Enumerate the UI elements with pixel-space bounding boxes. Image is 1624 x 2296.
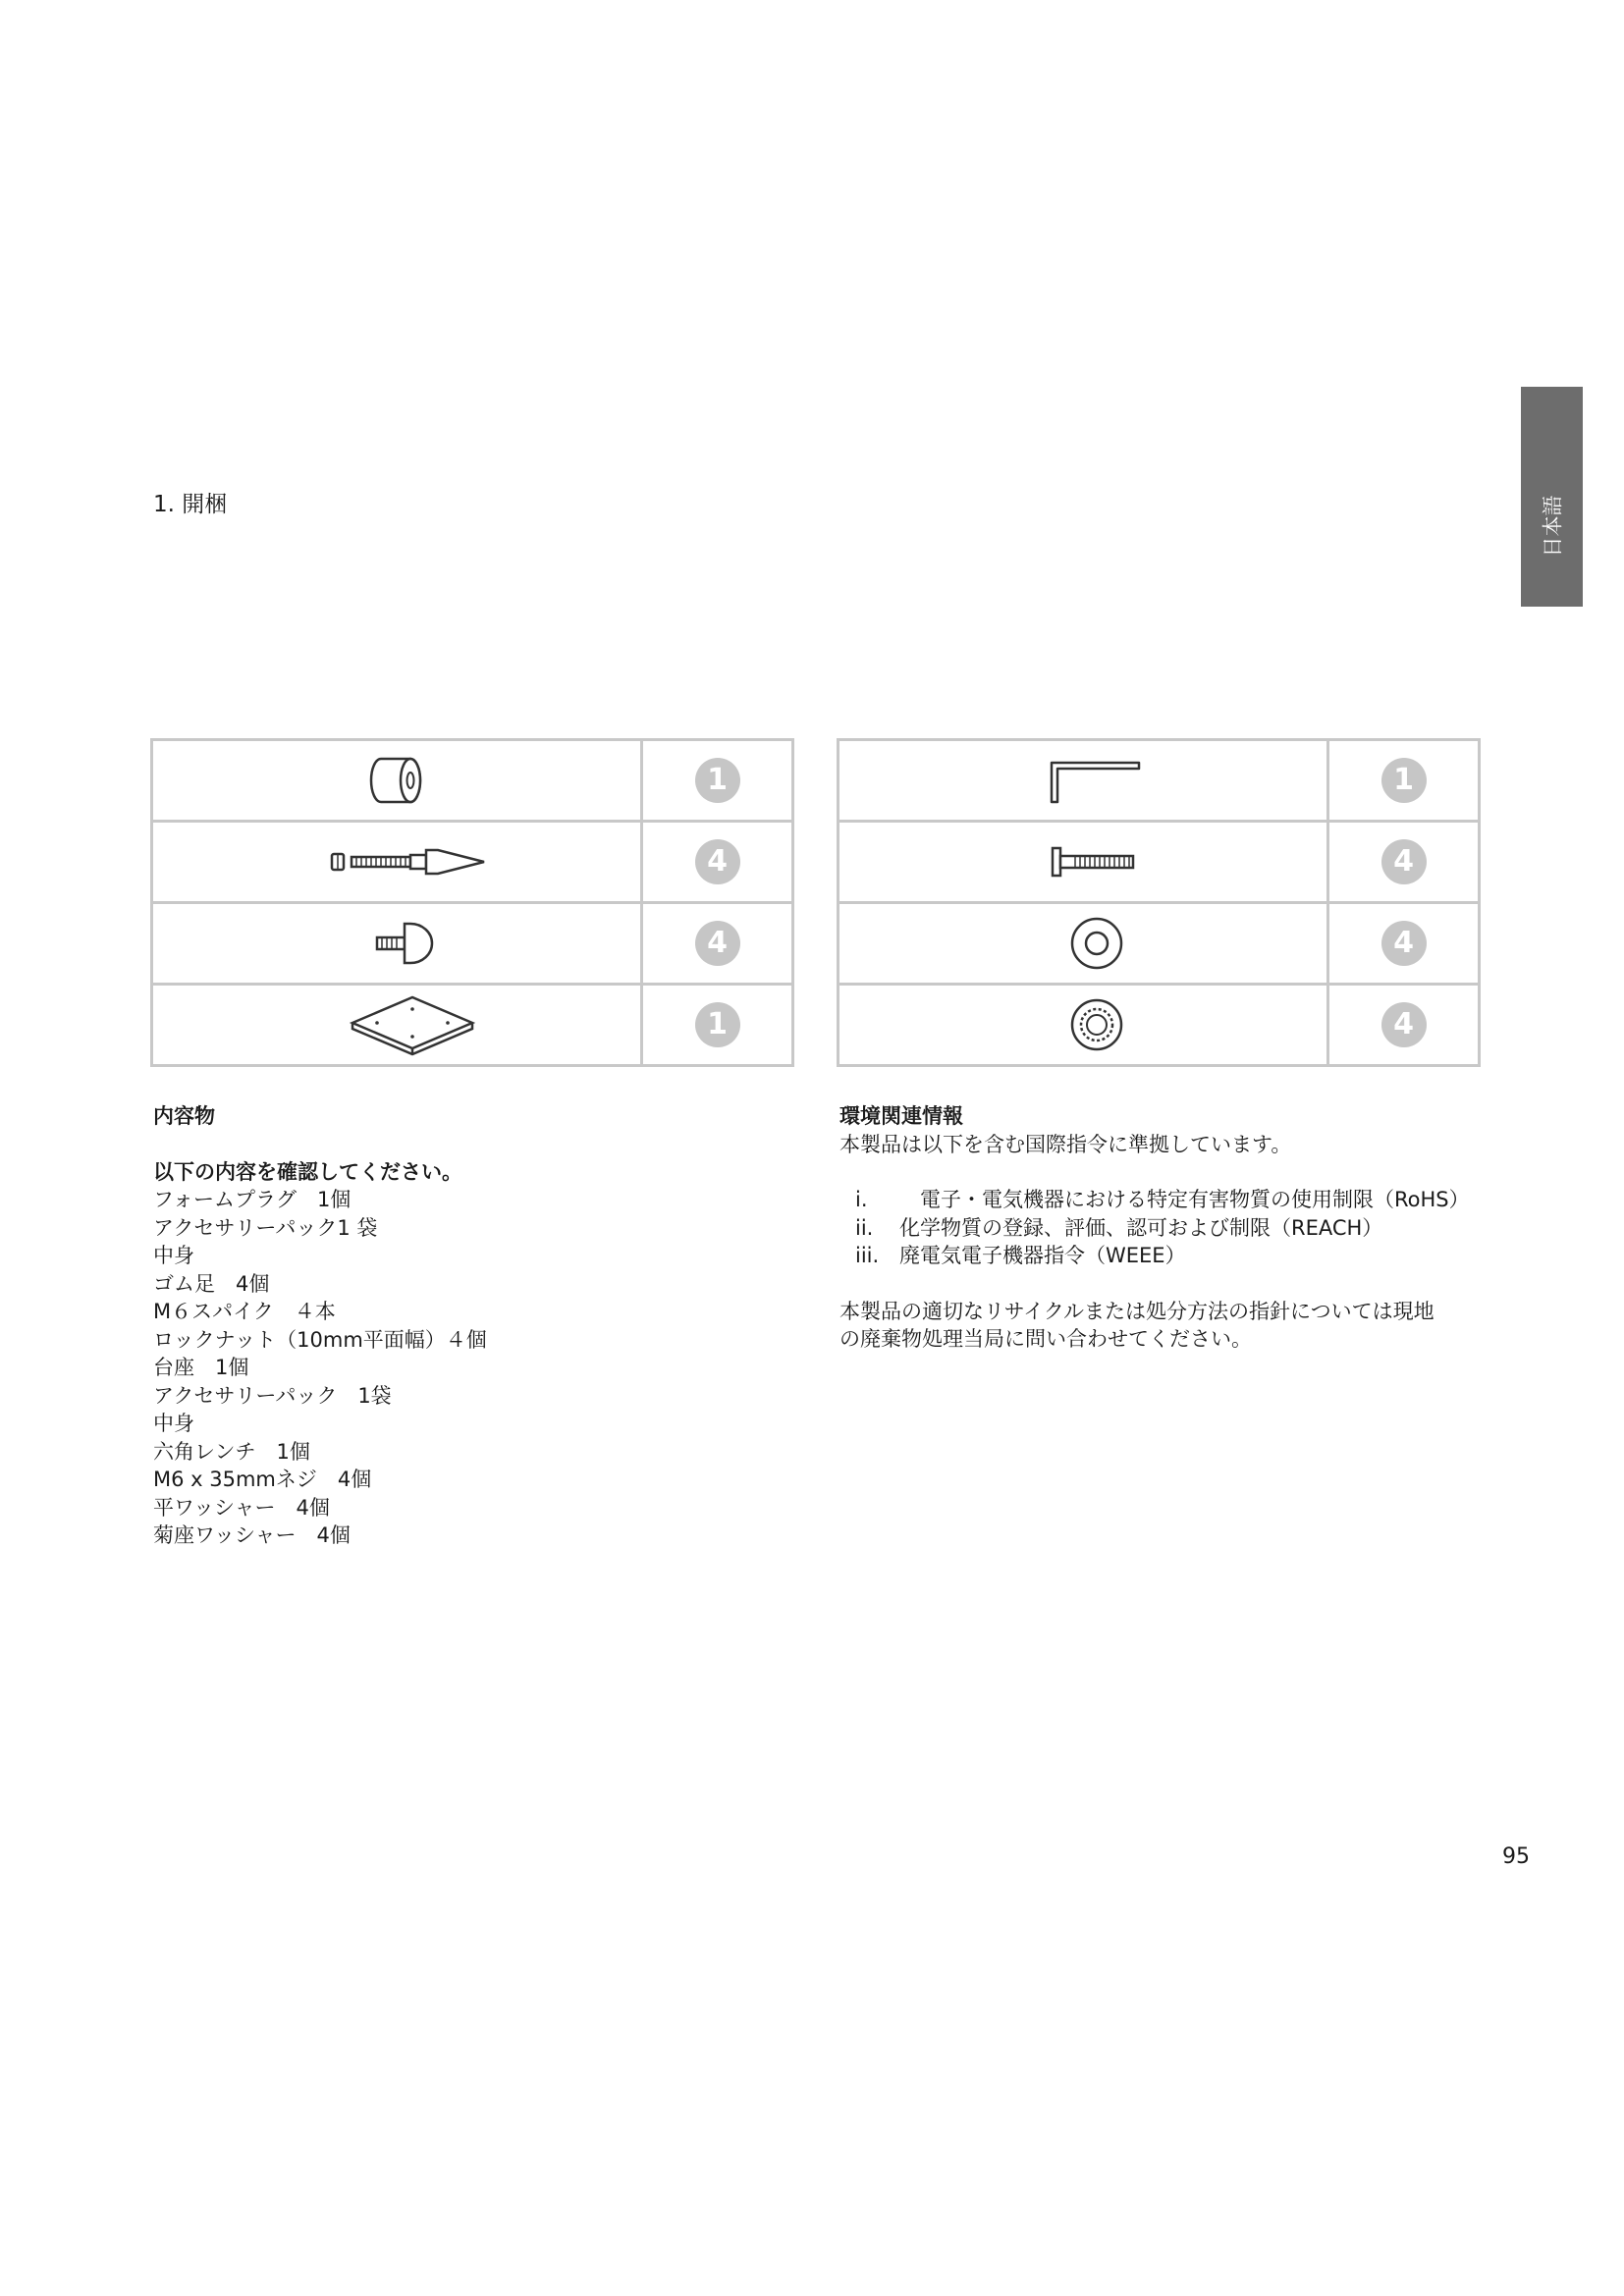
page-number: 95 [1502,1844,1530,1869]
screw-icon [839,823,1326,901]
environment-intro: 本製品は以下を含む国際指令に準拠しています。 [839,1132,1292,1156]
directive-item [839,1242,1470,1270]
language-tab-label: 日本語 [1541,495,1565,558]
parts-row [153,986,791,1067]
parts-table-left [150,738,794,1067]
list-item: フォームプラグ 1個 [153,1188,352,1211]
list-item: アクセサリーパック 1袋 [153,1383,392,1408]
directive-text: 化学物質の登録、評価、認可および制限（REACH） [899,1215,1383,1240]
environment-title: 環境関連情報 [839,1104,963,1128]
quantity-badge: 4 [1381,1002,1427,1047]
directive-item [839,1186,1470,1214]
quantity-badge: 4 [1381,921,1427,966]
foam-plug-icon [153,741,640,820]
directive-number: iii. [855,1244,880,1267]
quantity-badge: 1 [1381,758,1427,803]
recycle-note: の廃棄物処理当局に問い合わせてください。 [839,1327,1252,1351]
parts-table-right [837,738,1481,1067]
recycle-note: 本製品の適切なリサイクルまたは処分方法の指針については現地 [839,1299,1435,1323]
quantity-badge: 4 [1381,839,1427,884]
parts-row [153,904,791,986]
directive-item [839,1214,1470,1243]
quantity-badge: 1 [695,758,740,803]
parts-row [839,986,1478,1067]
list-item: 菊座ワッシャー 4個 [153,1523,351,1547]
directive-number: i. [855,1188,868,1211]
list-item: M６スパイク ４本 [153,1300,336,1323]
flat-washer-icon [839,904,1326,983]
quantity-badge: 1 [695,1002,740,1047]
parts-row [839,904,1478,986]
list-item: 台座 1個 [153,1356,249,1379]
contents-title: 内容物 [153,1104,215,1128]
directive-text: 電子・電気機器における特定有害物質の使用制限（RoHS） [899,1188,1470,1211]
list-item: 中身 [153,1412,194,1435]
list-item: M6 x 35mmネジ 4個 [153,1468,372,1491]
parts-row [153,823,791,904]
lock-washer-icon [839,986,1326,1064]
list-item: アクセサリーパック1 袋 [153,1215,378,1240]
directive-text: 廃電気電子機器指令（WEEE） [899,1244,1186,1267]
language-tab [1521,387,1583,607]
quantity-badge: 4 [695,839,740,884]
list-item: ゴム足 4個 [153,1271,270,1296]
section-heading: 1. 開梱 [153,492,228,517]
hex-wrench-icon [839,741,1326,820]
parts-row [839,741,1478,823]
contents-section [153,1102,487,1550]
contents-check-heading: 以下の内容を確認してください。 [153,1159,462,1184]
quantity-badge: 4 [695,921,740,966]
list-item: 中身 [153,1244,194,1267]
spike-with-locknut-icon [153,823,640,901]
environment-section [839,1102,1470,1354]
parts-row [153,741,791,823]
list-item: ロックナット（10mm平面幅）４個 [153,1327,487,1352]
list-item: 平ワッシャー 4個 [153,1495,330,1520]
rubber-foot-icon [153,904,640,983]
base-plate-icon [153,986,640,1064]
list-item: 六角レンチ 1個 [153,1439,310,1464]
parts-row [839,823,1478,904]
directive-number: ii. [855,1215,874,1240]
